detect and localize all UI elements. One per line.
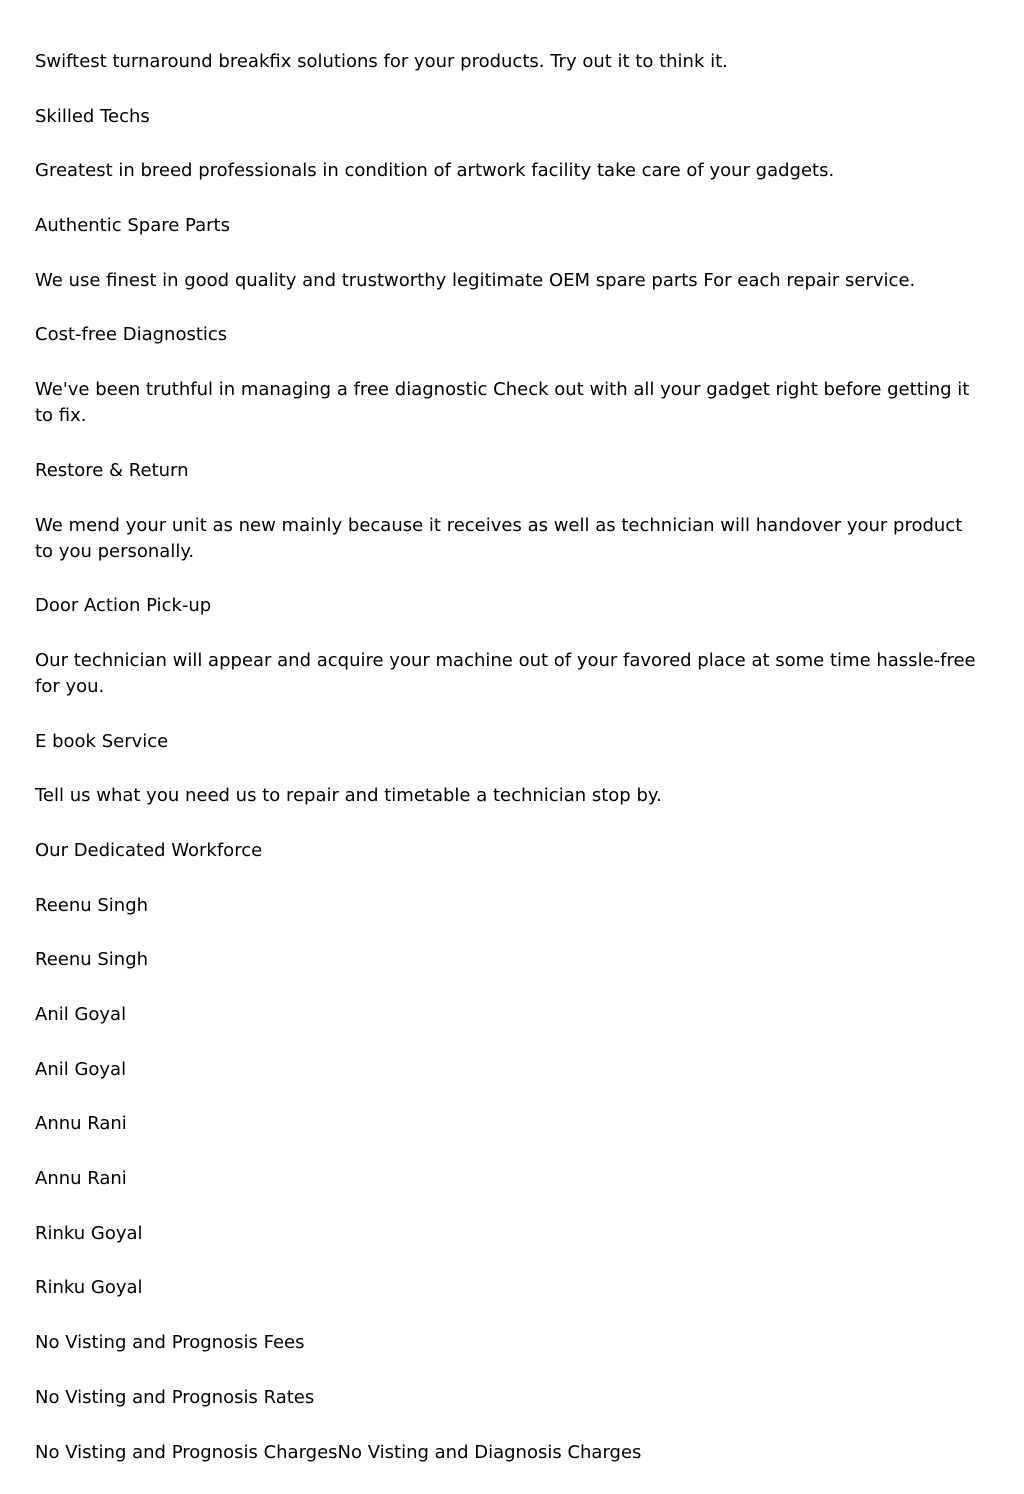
team-member-name: Rinku Goyal xyxy=(35,1277,143,1299)
charges-text: No Visting and Prognosis ChargesNo Visting and Diagnosis Charges xyxy=(35,1441,642,1463)
feature-text-door-pickup: Our technician will appear and acquire your machine out of your favored place at some time hassle-free for you. xyxy=(35,649,976,697)
team-member-name: Annu Rani xyxy=(35,1113,127,1135)
team-member-name: Rinku Goyal xyxy=(35,1222,143,1244)
feature-text-spare-parts: We use finest in good quality and trustworthy legitimate OEM spare parts For each repair service. xyxy=(35,269,916,291)
document-body xyxy=(35,49,985,1494)
feature-heading-skilled-techs: Skilled Techs xyxy=(35,105,150,127)
feature-heading-book-service: E book Service xyxy=(35,730,169,752)
intro-text: Swiftest turnaround breakfix solutions for your products. Try out it to think it. xyxy=(35,51,728,72)
team-heading: Our Dedicated Workforce xyxy=(35,839,263,861)
team-member-name: Anil Goyal xyxy=(35,1004,127,1025)
feature-heading-restore-return: Restore & Return xyxy=(35,459,189,481)
team-member-name: Anil Goyal xyxy=(35,1058,127,1080)
team-member-name: Annu Rani xyxy=(35,1168,127,1190)
feature-heading-door-pickup: Door Action Pick-up xyxy=(35,595,212,617)
feature-text-skilled-techs: Greatest in breed professionals in condition of artwork facility take care of your gadgets. xyxy=(35,160,835,182)
feature-heading-diagnostics: Cost-free Diagnostics xyxy=(35,324,228,346)
team-member-name: Reenu Singh xyxy=(35,894,149,916)
feature-text-book-service: Tell us what you need us to repair and timetable a technician stop by. xyxy=(35,785,662,807)
fees-text: No Visting and Prognosis Fees xyxy=(35,1332,305,1354)
feature-heading-spare-parts: Authentic Spare Parts xyxy=(35,215,230,237)
team-member-name: Reenu Singh xyxy=(35,949,149,971)
rates-text: No Visting and Prognosis Rates xyxy=(35,1386,315,1408)
feature-text-restore-return: We mend your unit as new mainly because it receives as well as technician will handover your product to you personally. xyxy=(35,514,963,562)
feature-text-diagnostics: We've been truthful in managing a free diagnostic Check out with all your gadget right before getting it to fix. xyxy=(35,379,970,427)
